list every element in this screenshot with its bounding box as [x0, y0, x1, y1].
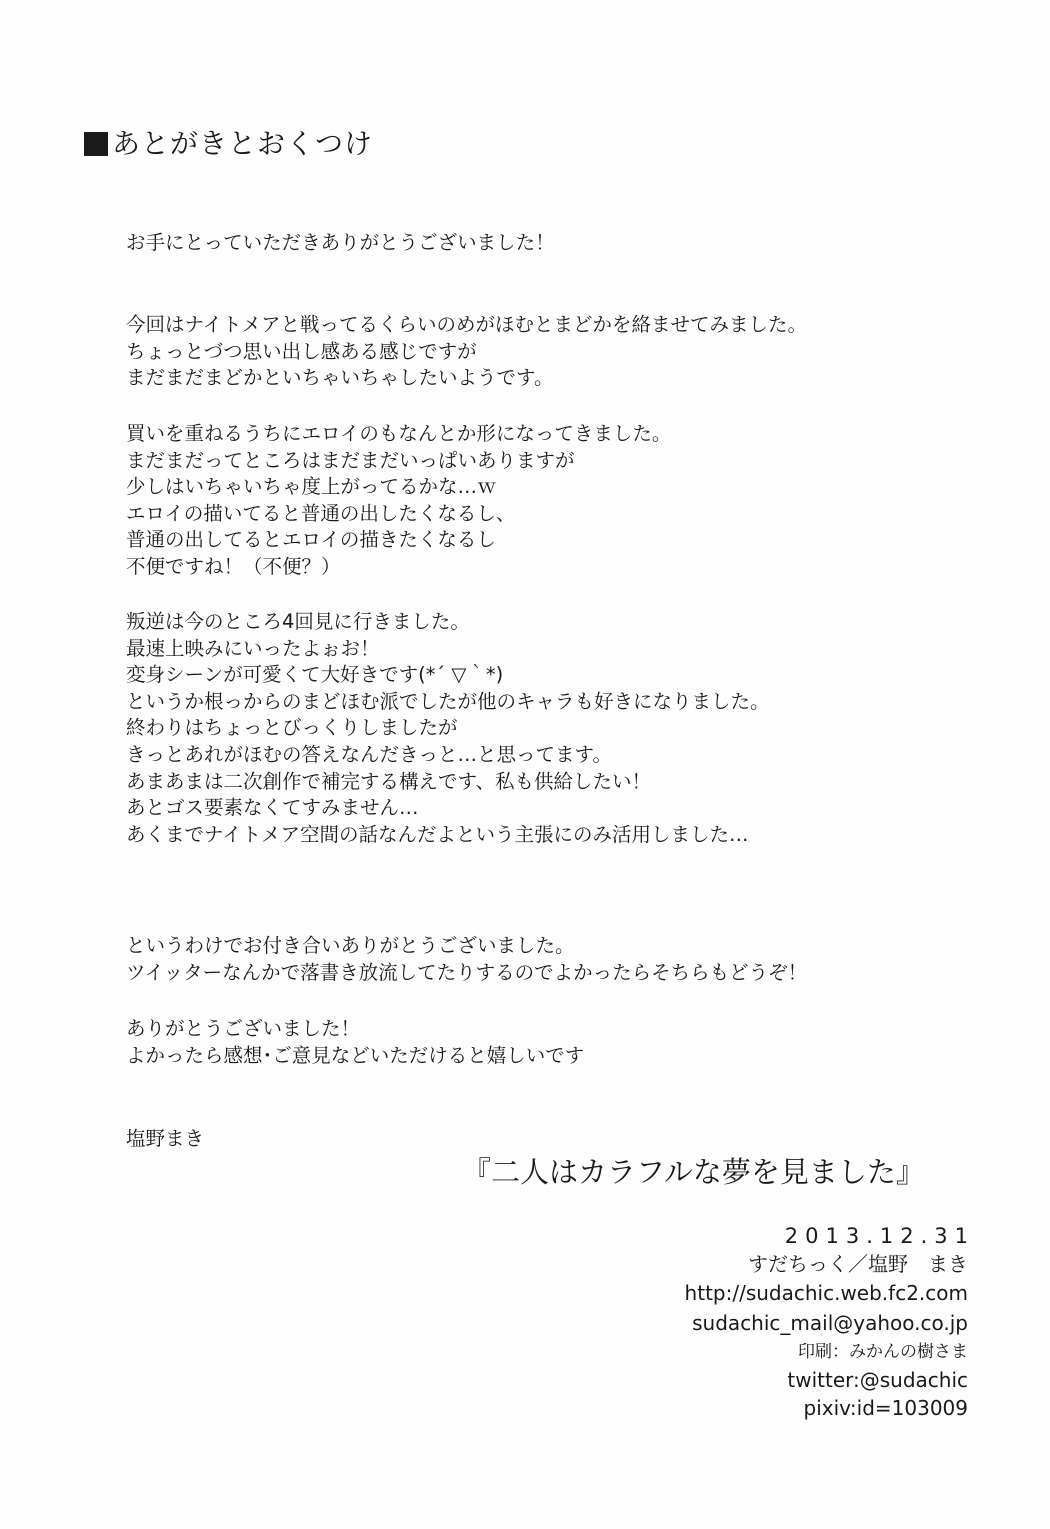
book-title: 『二人はカラフルな夢を見ました』: [462, 1155, 925, 1189]
text-line: 叛逆は今のところ4回見に行きました。: [126, 610, 470, 633]
paragraph-rebellion: [126, 609, 770, 848]
author-signature: [126, 1126, 204, 1153]
text-line: 最速上映みにいったよぉお！: [126, 636, 380, 660]
heading-text: あとがきとおくつけ: [112, 127, 374, 160]
text-line: というか根っからのまどほむ派でしたが他のキャラも好きになりました。: [126, 689, 770, 713]
paragraph-closing: [126, 933, 807, 986]
website-url: http://sudachic.web.fc2.com: [684, 1281, 968, 1305]
text-line: 今回はナイトメアと戦ってるくらいのめがほむとまどかを絡ませてみました。: [126, 313, 807, 336]
paragraph-thanks: [126, 230, 555, 257]
author-name: 塩野まき: [126, 1127, 205, 1150]
text-line: エロイの描いてると普通の出したくなるし、: [126, 501, 516, 525]
colophon: [684, 1222, 975, 1422]
printer-credit: 印刷：みかんの樹さま: [798, 1342, 968, 1362]
paragraph-story: [126, 312, 807, 392]
section-heading: [84, 126, 373, 162]
text-line: ツイッターなんかで落書き放流してたりするのでよかったらそちらもどうぞ！: [126, 960, 808, 984]
paragraph-thanks-again: [126, 1016, 584, 1069]
text-line: ありがとうございました！: [126, 1017, 361, 1040]
pixiv-id: pixiv:id=103009: [803, 1396, 968, 1420]
text-line: まだまだまどかといちゃいちゃしたいようです。: [126, 366, 554, 390]
text-line: というわけでお付き合いありがとうございました。: [126, 934, 575, 957]
email-address: sudachic_mail@yahoo.co.jp: [692, 1311, 968, 1335]
black-square-icon: [84, 132, 108, 156]
text-line: あとゴス要素なくてすみません…: [126, 796, 419, 820]
text-line: ちょっとづつ思い出し感ある感じですが: [126, 339, 477, 363]
text-line: きっとあれがほむの答えなんだきっと…と思ってます。: [126, 742, 612, 766]
text-line: 少しはいちゃいちゃ度上がってるかな…ｗ: [126, 475, 497, 499]
text-line: 普通の出してるとエロイの描きたくなるし: [126, 528, 496, 552]
text-line: あくまでナイトメア空間の話なんだよという主張にのみ活用しました…: [126, 822, 749, 846]
text-line: まだまだってところはまだまだいっぱいありますが: [126, 448, 575, 472]
publication-date: 2013.12.31: [784, 1224, 975, 1248]
paragraph-erotic: [126, 421, 671, 581]
text-line: あまあまは二次創作で補完する構えです、私も供給したい！: [126, 769, 651, 793]
text-line: 終わりはちょっとびっくりしましたが: [126, 716, 458, 740]
twitter-handle: twitter:@sudachic: [787, 1368, 968, 1392]
circle-name: すだちっく／塩野 まき: [748, 1252, 968, 1276]
text-line: お手にとっていただきありがとうございました！: [126, 231, 555, 254]
text-line: 買いを重ねるうちにエロイのもなんとか形になってきました。: [126, 422, 672, 445]
text-line: 変身シーンが可愛くて大好きです(*´ ▽｀*): [126, 663, 504, 687]
text-line: 不便ですね！（不便？）: [126, 554, 341, 578]
text-line: よかったら感想･ご意見などいただけると嬉しいです: [126, 1043, 585, 1067]
